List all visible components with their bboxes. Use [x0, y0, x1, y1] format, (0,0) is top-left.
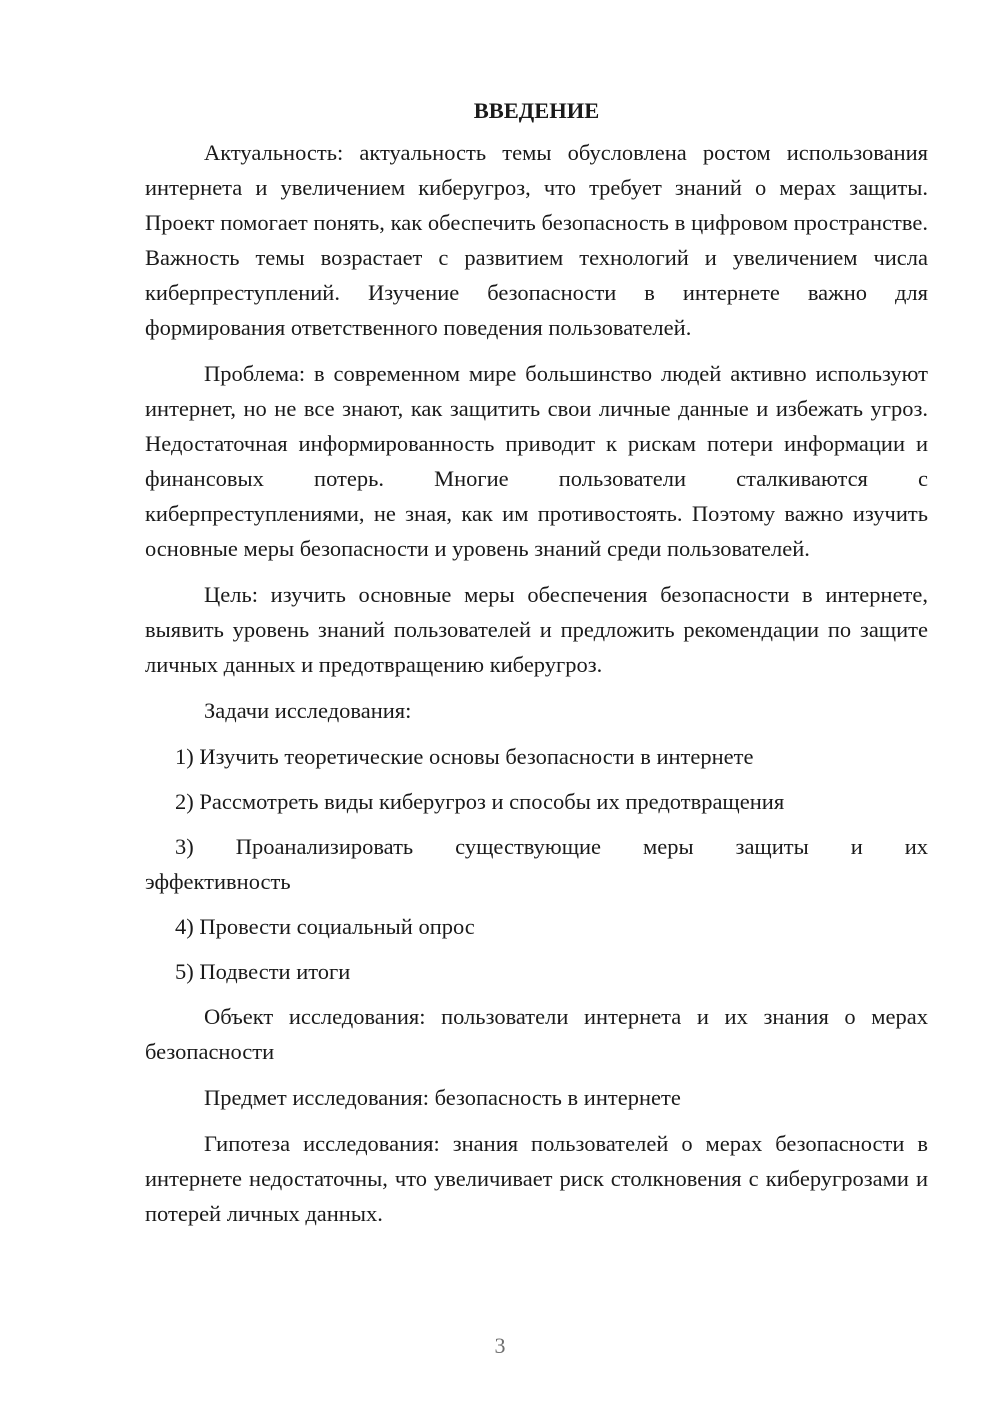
- task-item-2: 2) Рассмотреть виды киберугроз и способы их предотвращения: [175, 789, 785, 814]
- relevance-paragraph: Актуальность: актуальность темы обусловлена ростом использования интернета и увеличением киберугроз, что требует знаний о мерах защиты. Проект помогает понять, как обеспечить безопасность в цифровом пространстве. Важность темы возрастает с развитием технологий и увеличением числа киберпреступлений. Изучение безопасности в интернете важно для формирования ответственного поведения пользователей.: [145, 140, 928, 340]
- page-content: [145, 96, 928, 1242]
- subject-paragraph: Предмет исследования: безопасность в интернете: [204, 1085, 681, 1110]
- section-title: ВВЕДЕНИЕ: [473, 98, 600, 123]
- object-paragraph: Объект исследования: пользователи интернета и их знания о мерах безопасности: [145, 1004, 928, 1064]
- goal-paragraph: Цель: изучить основные меры обеспечения безопасности в интернете, выявить уровень знаний пользователей и предложить рекомендации по защите личных данных и предотвращению киберугроз.: [145, 582, 928, 677]
- tasks-heading: Задачи исследования:: [204, 698, 412, 723]
- problem-paragraph: Проблема: в современном мире большинство людей активно используют интернет, но не все знают, как защитить свои личные данные и избежать угроз. Недостаточная информированность приводит к рискам потери информации и финансовых потерь. Многие пользователи сталкиваются с киберпреступлениями, не зная, как им противостоять. Поэтому важно изучить основные меры безопасности и уровень знаний среди пользователей.: [145, 361, 928, 561]
- task-item-1: 1) Изучить теоретические основы безопасности в интернете: [175, 744, 754, 769]
- task-item-4: 4) Провести социальный опрос: [175, 914, 475, 939]
- hypothesis-paragraph: Гипотеза исследования: знания пользователей о мерах безопасности в интернете недостаточны, что увеличивает риск столкновения с киберугрозами и потерей личных данных.: [145, 1131, 928, 1226]
- page-number: 3: [494, 1333, 506, 1358]
- task-item-5: 5) Подвести итоги: [175, 959, 351, 984]
- task-item-3: 3) Проанализировать существующие меры защиты и их эффективность: [145, 834, 928, 894]
